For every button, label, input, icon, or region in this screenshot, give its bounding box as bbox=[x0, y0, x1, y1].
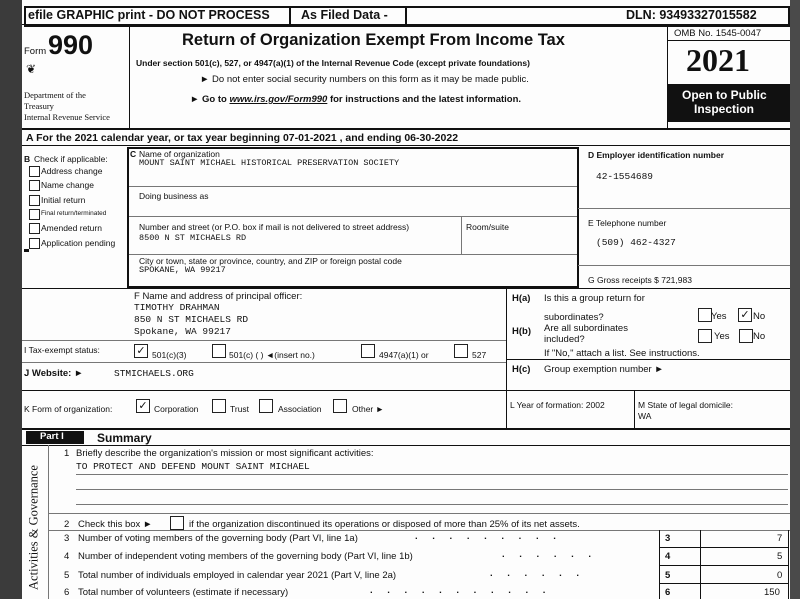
hb-text1: Are all subordinates bbox=[544, 323, 628, 334]
501c-label: 501(c) ( ) ◄(insert no.) bbox=[229, 350, 315, 360]
notice-prefix: ► Go to bbox=[190, 94, 230, 105]
street-label: Number and street (or P.O. box if mail is not delivered to street address) bbox=[139, 222, 410, 232]
discontinued-checkbox[interactable] bbox=[170, 516, 184, 530]
hb-label: H(b) bbox=[512, 326, 531, 337]
application-pending-label: Application pending bbox=[41, 238, 116, 248]
row6-box: 6 bbox=[665, 587, 671, 598]
form-number: 990 bbox=[48, 30, 94, 60]
address-change-checkbox[interactable] bbox=[29, 166, 40, 177]
officer-addr1: 850 N ST MICHAELS RD bbox=[134, 314, 249, 325]
hc-text: Group exemption number ► bbox=[544, 364, 664, 375]
dba-label: Doing business as bbox=[139, 191, 209, 201]
tax-year: 2021 bbox=[686, 42, 750, 78]
row3-value: 7 bbox=[777, 533, 783, 544]
association-checkbox[interactable] bbox=[259, 399, 273, 413]
officer-addr2: Spokane, WA 99217 bbox=[134, 326, 231, 337]
initial-return-label: Initial return bbox=[41, 195, 86, 205]
dln: DLN: 93493327015582 bbox=[626, 8, 757, 22]
amended-return-checkbox[interactable] bbox=[29, 223, 40, 234]
amended-return-label: Amended return bbox=[41, 223, 102, 233]
line1-text: Briefly describe the organization's mission or most significant activities: bbox=[76, 448, 374, 459]
row4-value: 5 bbox=[777, 551, 783, 562]
part1-tag: Part I bbox=[40, 431, 64, 442]
officer-name: TIMOTHY DRAHMAN bbox=[134, 302, 220, 313]
trust-label: Trust bbox=[230, 404, 250, 414]
hb-note: If "No," attach a list. See instructions. bbox=[544, 348, 700, 359]
row4-dots: . . . . . . bbox=[502, 549, 598, 560]
ha-no-label: No bbox=[753, 311, 766, 322]
form-subtitle: Under section 501(c), 527, or 4947(a)(1) of the Internal Revenue Code (except private foundations) bbox=[136, 58, 530, 68]
officer-label: F Name and address of principal officer: bbox=[134, 291, 303, 302]
501c3-label: 501(c)(3) bbox=[152, 350, 187, 360]
check-if-label: Check if applicable: bbox=[34, 154, 108, 164]
efile-label: efile GRAPHIC print - DO NOT PROCESS bbox=[28, 8, 270, 22]
501c3-checkbox[interactable]: ✓ bbox=[134, 344, 148, 358]
row5-value: 0 bbox=[777, 570, 783, 581]
notice-instructions bbox=[190, 94, 521, 105]
notice-ssn: ► Do not enter social security numbers on this form as it may be made public. bbox=[200, 74, 529, 85]
ha-text1: Is this a group return for bbox=[544, 293, 645, 304]
line1-num: 1 bbox=[64, 448, 70, 459]
other-checkbox[interactable] bbox=[333, 399, 347, 413]
row4-num: 4 bbox=[64, 551, 70, 562]
hb-no-checkbox[interactable] bbox=[739, 329, 753, 343]
omb-number: OMB No. 1545-0047 bbox=[674, 28, 762, 39]
org-c-letter: C bbox=[130, 149, 137, 159]
irs-link[interactable]: www.irs.gov/Form990 bbox=[229, 94, 328, 105]
state-domicile-label: M State of legal domicile: bbox=[638, 400, 733, 410]
line-a: A For the 2021 calendar year, or tax year beginning 07-01-2021 , and ending 06-30-2022 bbox=[26, 132, 459, 144]
gross-receipts: G Gross receipts $ 721,983 bbox=[588, 275, 692, 285]
room-label: Room/suite bbox=[466, 222, 509, 232]
row3-dots: . . . . . . . . . bbox=[415, 531, 562, 542]
final-return-label: Final return/terminated bbox=[41, 210, 107, 217]
dept-line2: Treasury bbox=[24, 101, 54, 111]
line2-text-b: if the organization discontinued its operations or disposed of more than 25% of its net assets. bbox=[189, 519, 580, 530]
527-checkbox[interactable] bbox=[454, 344, 468, 358]
row4-box: 4 bbox=[665, 551, 671, 562]
form-page bbox=[22, 0, 790, 599]
website-value[interactable]: STMICHAELS.ORG bbox=[114, 368, 194, 379]
name-change-label: Name change bbox=[41, 180, 94, 190]
dept-line1: Department of the bbox=[24, 90, 86, 100]
association-label: Association bbox=[278, 404, 322, 414]
corporation-label: Corporation bbox=[154, 404, 199, 414]
org-name: MOUNT SAINT MICHAEL HISTORICAL PRESERVATION SOCIETY bbox=[139, 158, 400, 168]
hb-yes-checkbox[interactable] bbox=[698, 329, 712, 343]
city-value: SPOKANE, WA 99217 bbox=[139, 265, 226, 275]
row5-num: 5 bbox=[64, 570, 70, 581]
org-name-label: Name of organization bbox=[139, 149, 220, 159]
year-formation: L Year of formation: 2002 bbox=[510, 400, 605, 410]
row3-num: 3 bbox=[64, 533, 70, 544]
application-pending-checkbox[interactable] bbox=[29, 238, 40, 249]
row6-dots: . . . . . . . . . . . bbox=[370, 585, 552, 596]
form-of-org-label: K Form of organization: bbox=[24, 404, 113, 414]
form-title: Return of Organization Exempt From Income Tax bbox=[182, 31, 565, 49]
corporation-checkbox[interactable]: ✓ bbox=[136, 399, 150, 413]
form-word: Form bbox=[24, 46, 47, 57]
notice-suffix: for instructions and the latest information. bbox=[327, 94, 522, 105]
row3-box: 3 bbox=[665, 533, 671, 544]
line2-text-a: Check this box ► bbox=[78, 519, 153, 530]
phone-value: (509) 462-4327 bbox=[596, 237, 676, 248]
address-change-label: Address change bbox=[41, 166, 103, 176]
initial-return-checkbox[interactable] bbox=[29, 195, 40, 206]
city-label: City or town, state or province, country, and ZIP or foreign postal code bbox=[139, 256, 402, 266]
ha-yes-label: Yes bbox=[711, 311, 727, 322]
4947-label: 4947(a)(1) or bbox=[379, 350, 429, 360]
eagle-icon: ❦ bbox=[26, 62, 37, 76]
trust-checkbox[interactable] bbox=[212, 399, 226, 413]
line2-num: 2 bbox=[64, 519, 70, 530]
phone-label: E Telephone number bbox=[588, 218, 667, 228]
filed-label: As Filed Data - bbox=[301, 8, 388, 22]
viewer-right-edge bbox=[790, 0, 800, 599]
ha-text2: subordinates? bbox=[544, 312, 604, 323]
open-line1: Open to Public bbox=[682, 88, 767, 102]
final-return-checkbox[interactable] bbox=[29, 209, 40, 220]
hc-label: H(c) bbox=[512, 364, 531, 375]
row4-text: Number of independent voting members of the governing body (Part VI, line 1b) bbox=[78, 551, 413, 562]
row5-dots: . . . . . . bbox=[490, 568, 586, 579]
row5-box: 5 bbox=[665, 570, 671, 581]
501c-checkbox[interactable] bbox=[212, 344, 226, 358]
part1-title: Summary bbox=[97, 431, 152, 445]
viewer-left-edge bbox=[0, 0, 22, 599]
ein-label: D Employer identification number bbox=[588, 150, 725, 160]
ha-yes-checkbox[interactable] bbox=[698, 308, 712, 322]
row3-text: Number of voting members of the governing body (Part VI, line 1a) bbox=[78, 533, 358, 544]
name-change-checkbox[interactable] bbox=[29, 180, 40, 191]
527-label: 527 bbox=[472, 350, 487, 360]
ein-value: 42-1554689 bbox=[596, 171, 654, 182]
activities-governance-side-label: Activities & Governance bbox=[26, 465, 41, 590]
open-line2: Inspection bbox=[694, 102, 755, 116]
hb-text2: included? bbox=[544, 334, 585, 345]
state-domicile-value: WA bbox=[638, 411, 652, 421]
street-value: 8500 N ST MICHAELS RD bbox=[139, 233, 247, 243]
dept-line3: Internal Revenue Service bbox=[24, 112, 110, 122]
check-if-letter: B bbox=[24, 154, 31, 164]
row6-text: Total number of volunteers (estimate if necessary) bbox=[78, 587, 289, 598]
other-label: Other ► bbox=[352, 404, 385, 414]
4947-checkbox[interactable] bbox=[361, 344, 375, 358]
mission-text: TO PROTECT AND DEFEND MOUNT SAINT MICHAEL bbox=[76, 461, 310, 472]
website-label: J Website: ► bbox=[24, 368, 84, 379]
hb-no-label: No bbox=[753, 331, 766, 342]
hb-yes-label: Yes bbox=[714, 331, 730, 342]
ha-no-checkbox[interactable] bbox=[738, 308, 752, 322]
marker-dash bbox=[24, 249, 29, 252]
check-mark-icon: ✓ bbox=[740, 309, 750, 321]
row5-text: Total number of individuals employed in calendar year 2021 (Part V, line 2a) bbox=[78, 570, 397, 581]
row6-value: 150 bbox=[764, 587, 780, 598]
ha-label: H(a) bbox=[512, 293, 531, 304]
row6-num: 6 bbox=[64, 587, 70, 598]
tax-status-label: I Tax-exempt status: bbox=[24, 345, 100, 355]
